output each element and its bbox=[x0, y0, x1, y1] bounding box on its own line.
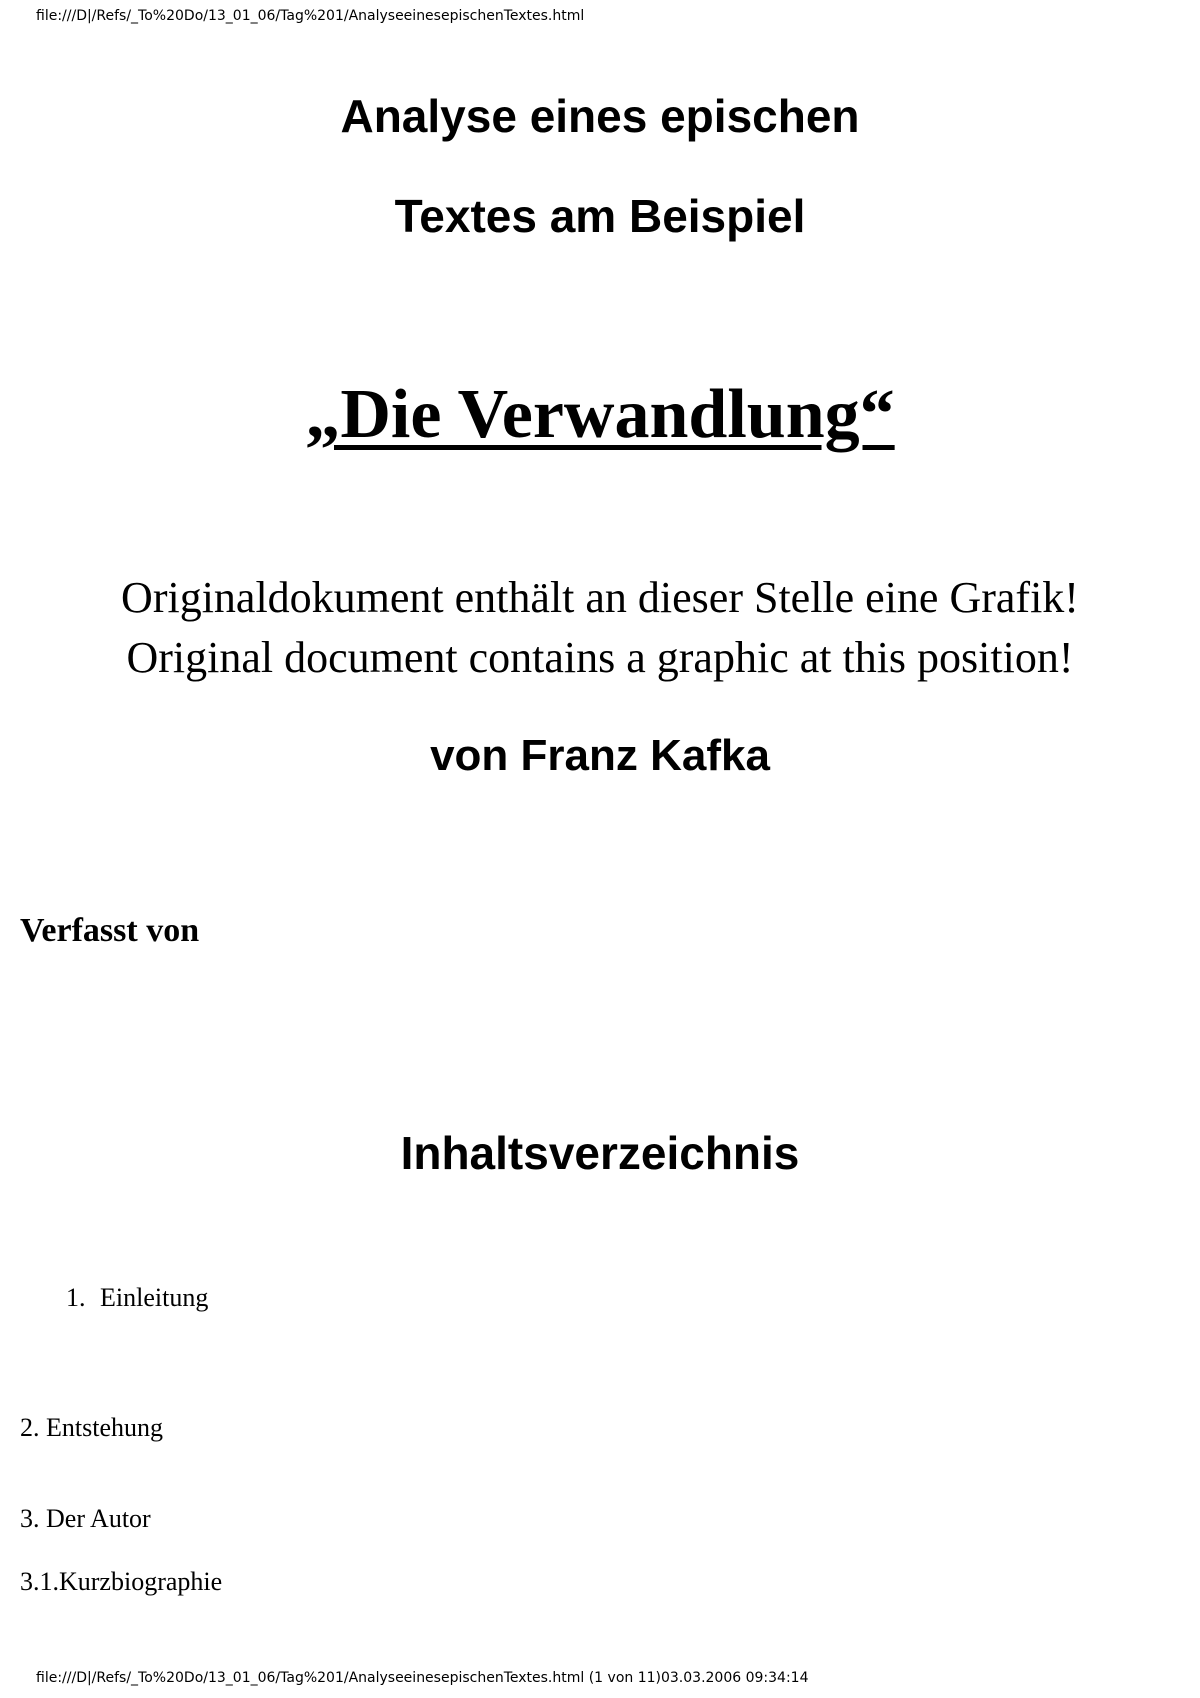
toc-item-number: 1. bbox=[66, 1283, 86, 1312]
graphic-note-english: Original document contains a graphic at this position! bbox=[126, 633, 1074, 682]
graphic-note-german: Originaldokument enthält an dieser Stelle eine Grafik! bbox=[121, 573, 1079, 622]
written-by-label: Verfasst von bbox=[20, 912, 200, 949]
graphic-placeholder-note bbox=[0, 568, 1200, 688]
toc-item-einleitung bbox=[66, 1282, 208, 1314]
document-title-line-2: Textes am Beispiel bbox=[394, 190, 806, 242]
work-title bbox=[0, 374, 1200, 456]
page-footer-url: file:///D|/Refs/_To%20Do/13_01_06/Tag%201/AnalyseeinesepischenTextes.html (1 von 11)03.03.2006 09:34:14 bbox=[36, 1670, 809, 1686]
document-title-line-1: Analyse eines epischen bbox=[340, 90, 860, 142]
page-header-url: file:///D|/Refs/_To%20Do/13_01_06/Tag%201/AnalyseeinesepischenTextes.html bbox=[36, 8, 585, 24]
toc-item-label: Einleitung bbox=[100, 1283, 209, 1312]
toc-item-entstehung: 2. Entstehung bbox=[20, 1413, 163, 1442]
toc-item-der-autor: 3. Der Autor bbox=[20, 1504, 151, 1533]
toc-heading: Inhaltsverzeichnis bbox=[400, 1127, 800, 1179]
work-title-text: „Die Verwandlung“ bbox=[305, 376, 895, 453]
author-line: von Franz Kafka bbox=[430, 731, 770, 780]
toc-item-kurzbiographie: 3.1.Kurzbiographie bbox=[20, 1567, 223, 1596]
